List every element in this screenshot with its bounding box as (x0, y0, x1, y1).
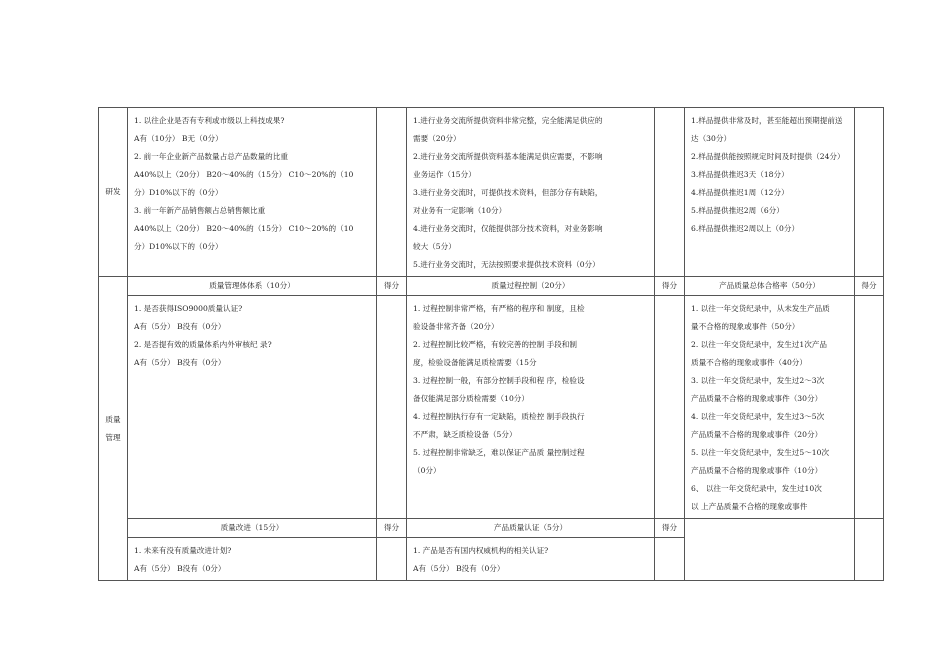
qm-improvement-criteria-cell (128, 538, 377, 581)
rd-row (99, 108, 884, 277)
text-line: 2. 前一年企业新产品数量占总产品数量的比重 (134, 152, 288, 161)
rd-sample-criteria-cell (685, 108, 855, 277)
score-header: 得分 (655, 519, 685, 538)
qm-improvement-header-row (99, 519, 884, 538)
text-line: 2.进行业务交流所提供资料基本能满足供应需要，不影响 (413, 152, 603, 161)
text-line: 3. 以往一年交货纪录中，发生过2～3次 (691, 376, 825, 385)
text-line: 2. 以往一年交货纪录中，发生过1次产品 (691, 340, 827, 349)
text-line: A有（5分） B没有（0分） (413, 564, 505, 573)
text-line: 1.进行业务交流所提供资料非常完整，完全能满足供应的 (413, 116, 603, 125)
qm-certification-header: 产品质量认证（5分） (407, 519, 655, 538)
text-line: （0分） (413, 466, 441, 475)
text-line: A40%以上（20分） B20～40%的（15分） C10～20%的（10 (134, 170, 354, 179)
text-line: 1. 未来有没有质量改进计划? (134, 546, 232, 555)
text-line: 量不合格的现象或事件（50分） (691, 322, 800, 331)
qm-score-cell-4[interactable] (377, 538, 407, 581)
text-line: 5. 以往一年交货纪录中，发生过5～10次 (691, 448, 830, 457)
qm-col1-lines (134, 300, 372, 372)
text-line: 不严肃，缺乏质检设备（5分） (413, 430, 517, 439)
score-header: 得分 (377, 277, 407, 296)
empty-cell (685, 519, 855, 581)
qm-col2-lines (413, 300, 650, 480)
text-line: 3.样品提供推迟3天（18分） (691, 170, 789, 179)
text-line: 产品质量不合格的现象或事件（20分） (691, 430, 823, 439)
qm-body-row (99, 296, 884, 519)
text-line: 备仅能满足部分质检需要（10分） (413, 394, 529, 403)
qm-score-cell-1[interactable] (377, 296, 407, 519)
qm-process-header: 质量过程控制（20分） (407, 277, 655, 296)
text-line: 产品质量不合格的现象或事件（30分） (691, 394, 823, 403)
rd-score-cell-2[interactable] (655, 108, 685, 277)
text-line: 2. 过程控制比较严格，有较完善的控制 手段和制 (413, 340, 577, 349)
qm-pass-rate-criteria-cell (685, 296, 855, 519)
qm-pass-rate-header: 产品质量总体合格率（50分） (685, 277, 855, 296)
text-line: 3.进行业务交流时，可提供技术资料，但部分存有缺陷， (413, 188, 603, 197)
text-line: 6.样品提供推迟2周以上（0分） (691, 224, 800, 233)
text-line: 4. 过程控制执行存有一定缺陷，质检控 制手段执行 (413, 412, 585, 421)
text-line: 验设备非常齐备（20分） (413, 322, 499, 331)
text-line: 质量不合格的现象或事件（40分） (691, 358, 807, 367)
score-header: 得分 (377, 519, 407, 538)
qm-system-criteria-cell (128, 296, 377, 519)
text-line: 3. 前一年新产品销售额占总销售额比重 (134, 206, 266, 215)
qm-col5-lines (413, 542, 650, 578)
rd-score-cell-1[interactable] (377, 108, 407, 277)
text-line: 3. 过程控制一般，有部分控制手段和程 序，检验设 (413, 376, 585, 385)
text-line: 5.样品提供推迟2周（6分） (691, 206, 784, 215)
text-line: 4.进行业务交流时，仅能提供部分技术资料，对业务影响 (413, 224, 603, 233)
rd-category-cell (99, 108, 128, 277)
supplier-evaluation-table (98, 107, 884, 581)
text-line: 1. 以往一年交货纪录中，从未发生产品质 (691, 304, 830, 313)
text-line: 需要（20分） (413, 134, 461, 143)
text-line: 5.进行业务交流时，无法按照要求提供技术资料（0分） (413, 260, 600, 269)
qm-header-row (99, 277, 884, 296)
qm-certification-criteria-cell (407, 538, 655, 581)
qm-col3-lines (691, 300, 850, 516)
text-line: 1. 是否获得ISO9000质量认证? (134, 304, 243, 313)
text-line: 2.样品提供能按照规定时间及时提供（24分） (691, 152, 845, 161)
qm-category-label-2: 管理 (105, 432, 121, 442)
text-line: 业务运作（15分） (413, 170, 476, 179)
rd-col2-lines (413, 112, 650, 274)
score-header: 得分 (655, 277, 685, 296)
text-line: 1. 以往企业是否有专利或市级以上科技成果? (134, 116, 285, 125)
text-line: 分）D10%以下的（0分） (134, 188, 223, 197)
rd-category-label: 研发 (105, 187, 121, 196)
rd-tech-info-criteria-cell (407, 108, 655, 277)
text-line: 1.样品提供非常及时，甚至能超出预期提前送 (691, 116, 843, 125)
text-line: A有（5分） B没有（0分） (134, 564, 226, 573)
text-line: A有（5分） B没有（0分） (134, 358, 226, 367)
text-line: 5. 过程控制非常缺乏，难以保证产品质 量控制过程 (413, 448, 585, 457)
text-line: 度，检验设备能满足质检需要（15分 (413, 358, 537, 367)
text-line: 4.样品提供推迟1周（12分） (691, 188, 789, 197)
qm-improvement-header: 质量改进（15分） (128, 519, 377, 538)
qm-score-cell-2[interactable] (655, 296, 685, 519)
rd-col3-lines (691, 112, 850, 238)
text-line: 1. 产品是否有国内权威机构的相关认证? (413, 546, 549, 555)
qm-score-cell-5[interactable] (655, 538, 685, 581)
qm-category-label-1: 质量 (105, 414, 121, 424)
text-line: 分）D10%以下的（0分） (134, 242, 223, 251)
empty-cell (855, 519, 884, 581)
text-line: 产品质量不合格的现象或事件（10分） (691, 466, 823, 475)
text-line: 达（30分） (691, 134, 732, 143)
text-line: 对业务有一定影响（10分） (413, 206, 507, 215)
text-line: 6、 以往一年交货纪录中，发生过10次 (691, 484, 822, 493)
qm-col4-lines (134, 542, 372, 578)
text-line: A40%以上（20分） B20～40%的（15分） C10～20%的（10 (134, 224, 354, 233)
rd-col1-lines (134, 112, 372, 256)
text-line: A有（5分） B没有（0分） (134, 322, 226, 331)
text-line: 4. 以往一年交货纪录中，发生过3～5次 (691, 412, 825, 421)
text-line: 以 上产品质量不合格的现象或事件 (691, 502, 808, 511)
text-line: A有（10分） B无（0分） (134, 134, 223, 143)
qm-score-cell-3[interactable] (855, 296, 884, 519)
qm-process-criteria-cell (407, 296, 655, 519)
text-line: 较大（5分） (413, 242, 456, 251)
qm-system-header: 质量管理体体系（10分） (128, 277, 377, 296)
text-line: 1. 过程控制非常严格，有严格的程序和 制度，且检 (413, 304, 585, 313)
text-line: 2. 是否提有效的质量体系内外审核纪 录? (134, 340, 272, 349)
rd-patent-criteria-cell (128, 108, 377, 277)
rd-score-cell-3[interactable] (855, 108, 884, 277)
score-header: 得分 (855, 277, 884, 296)
qm-category-cell (99, 277, 128, 581)
